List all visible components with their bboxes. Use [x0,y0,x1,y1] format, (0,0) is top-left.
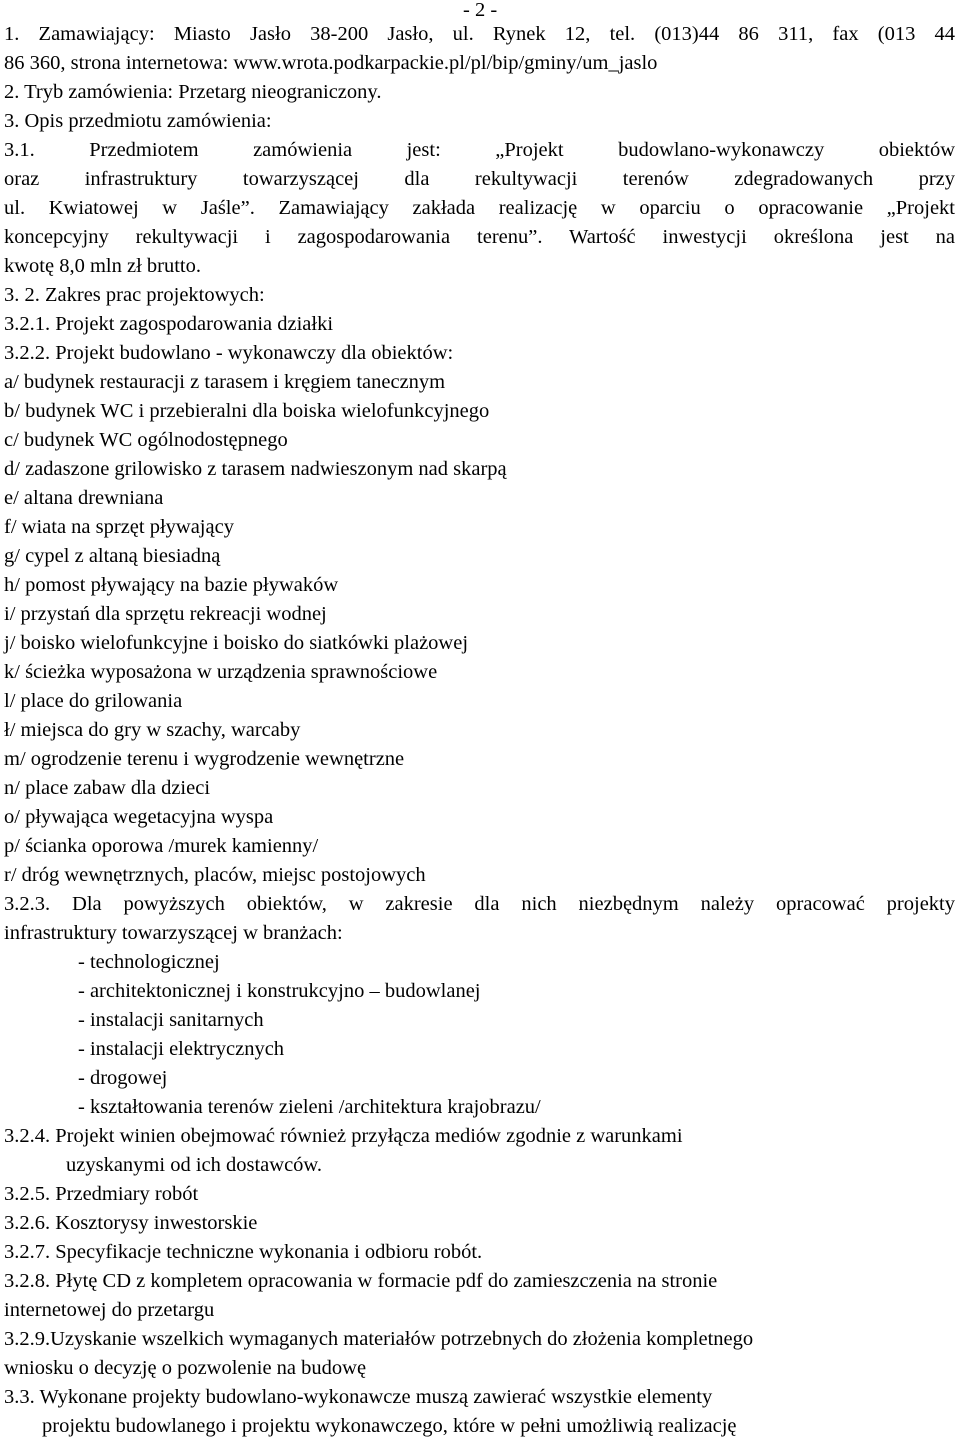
branch-item: - drogowej [78,1067,168,1089]
branch-item: - technologicznej [78,951,220,973]
text-line: kwotę 8,0 mln zł brutto. [4,255,202,277]
text-line: 86 360, strona internetowa: www.wrota.podkarpackie.pl/pl/bip/gminy/um_jaslo [4,52,658,74]
text-line: 1. Zamawiający: Miasto Jasło 38-200 Jasło, ul. Rynek 12, tel. (013)44 86 311, fax (013 44 [4,23,955,45]
text-line: koncepcyjny rekultywacji i zagospodarowania terenu”. Wartość inwestycji określona jest na [4,226,955,248]
text-line: uzyskanymi od ich dostawców. [66,1154,323,1176]
list-item: p/ ścianka oporowa /murek kamienny/ [4,835,319,857]
section-heading: 3. 2. Zakres prac projektowych: [4,284,265,306]
list-item: i/ przystań dla sprzętu rekreacji wodnej [4,603,327,625]
list-item: c/ budynek WC ogólnodostępnego [4,429,288,451]
text-line: 3. Opis przedmiotu zamówienia: [4,110,272,132]
text-line: 3.2.6. Kosztorysy inwestorskie [4,1212,258,1234]
list-item: g/ cypel z altaną biesiadną [4,545,221,567]
text-line: ul. Kwiatowej w Jaśle”. Zamawiający zakłada realizację w oparciu o opracowanie „Projekt [4,197,955,219]
text-line: infrastruktury towarzyszącej w branżach: [4,922,343,944]
list-item: n/ place zabaw dla dzieci [4,777,211,799]
list-item: r/ dróg wewnętrznych, placów, miejsc postojowych [4,864,426,886]
list-item: h/ pomost pływający na bazie pływaków [4,574,339,596]
list-item: d/ zadaszone grilowisko z tarasem nadwieszonym nad skarpą [4,458,507,480]
text-line: 3.2.4. Projekt winien obejmować również przyłącza mediów zgodnie z warunkami [4,1125,683,1147]
branch-item: - kształtowania terenów zieleni /architektura krajobrazu/ [78,1096,541,1118]
list-item: k/ ścieżka wyposażona w urządzenia sprawnościowe [4,661,438,683]
list-item: l/ place do grilowania [4,690,183,712]
text-line: 3.2.3. Dla powyższych obiektów, w zakresie dla nich niezbędnym należy opracować projekty [4,893,955,915]
text-line: 3.2.9.Uzyskanie wszelkich wymaganych materiałów potrzebnych do złożenia kompletnego [4,1328,754,1350]
text-line: oraz infrastruktury towarzyszącej dla rekultywacji terenów zdegradowanych przy [4,168,955,190]
branch-item: - instalacji sanitarnych [78,1009,264,1031]
list-item: f/ wiata na sprzęt pływający [4,516,234,538]
text-line: wniosku o decyzję o pozwolenie na budowę [4,1357,367,1379]
branch-item: - architektonicznej i konstrukcyjno – budowlanej [78,980,481,1002]
text-line: 3.1. Przedmiotem zamówienia jest: „Projekt budowlano-wykonawczy obiektów [4,139,955,161]
text-line: 3.2.2. Projekt budowlano - wykonawczy dla obiektów: [4,342,454,364]
list-item: a/ budynek restauracji z tarasem i kręgiem tanecznym [4,371,446,393]
text-line: 3.3. Wykonane projekty budowlano-wykonawcze muszą zawierać wszystkie elementy [4,1386,713,1408]
list-item: e/ altana drewniana [4,487,164,509]
text-line: projektu budowlanego i projektu wykonawczego, które w pełni umożliwią realizację [42,1415,737,1437]
branch-item: - instalacji elektrycznych [78,1038,285,1060]
list-item: m/ ogrodzenie terenu i wygrodzenie wewnętrzne [4,748,405,770]
page-number: - 2 - [463,0,498,21]
list-item: ł/ miejsca do gry w szachy, warcaby [4,719,301,741]
text-line: 3.2.1. Projekt zagospodarowania działki [4,313,334,335]
list-item: j/ boisko wielofunkcyjne i boisko do siatkówki plażowej [4,632,469,654]
list-item: o/ pływająca wegetacyjna wyspa [4,806,274,828]
text-line: 3.2.5. Przedmiary robót [4,1183,199,1205]
text-line: internetowej do przetargu [4,1299,215,1321]
text-line: 2. Tryb zamówienia: Przetarg nieograniczony. [4,81,382,103]
text-line: 3.2.7. Specyfikacje techniczne wykonania i odbioru robót. [4,1241,483,1263]
text-line: 3.2.8. Płytę CD z kompletem opracowania w formacie pdf do zamieszczenia na stronie [4,1270,718,1292]
list-item: b/ budynek WC i przebieralni dla boiska wielofunkcyjnego [4,400,490,422]
